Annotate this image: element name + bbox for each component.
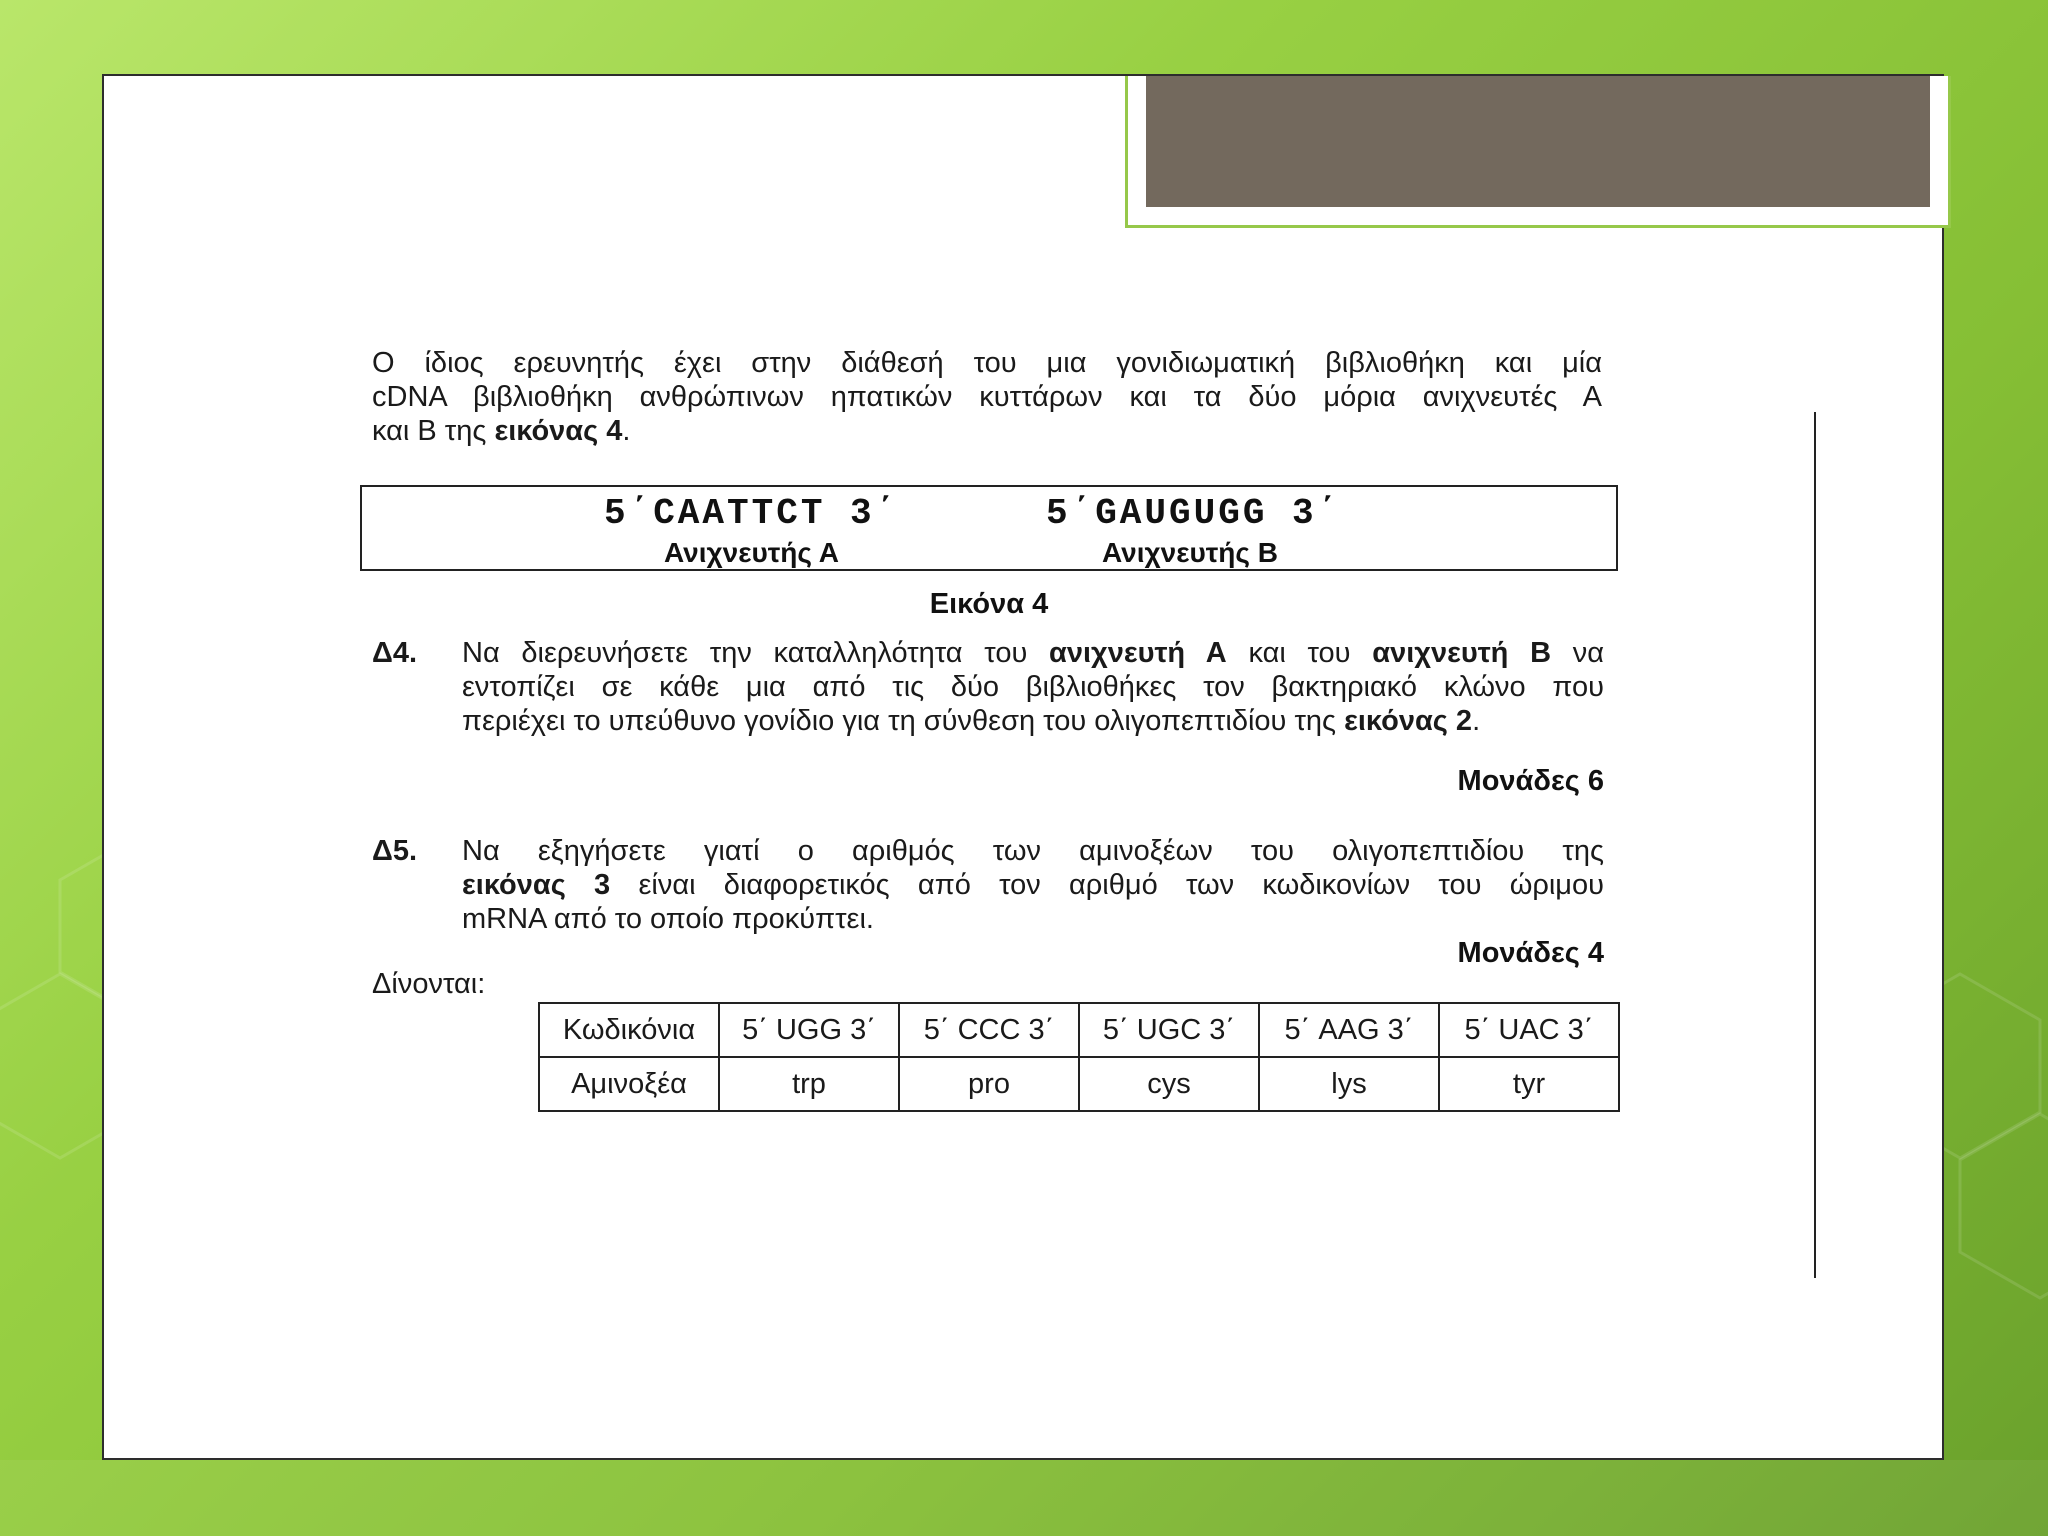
table-cell-codon: 5΄ AAG 3΄: [1259, 1003, 1439, 1057]
right-margin-line: [1814, 412, 1816, 1278]
question-d5: [372, 834, 1604, 974]
table-cell-codon: 5΄ UGC 3΄: [1079, 1003, 1259, 1057]
table-cell-amino-acid: pro: [899, 1057, 1079, 1111]
table-row-codons: [539, 1003, 1619, 1057]
question-d4-line-1: [462, 636, 1604, 670]
text: περιέχει το υπεύθυνο γονίδιο για τη σύνθεση του ολιγοπεπτιδίου της: [462, 705, 1345, 737]
question-d5-line-3: mRNA από το οποίο προκύπτει.: [462, 903, 874, 935]
figure-ref: εικόνας 4: [494, 415, 623, 447]
question-d4-line-2: εντοπίζει σε κάθε μια από τις δύο βιβλιοθήκες τον βακτηριακό κλώνο που: [462, 671, 1604, 703]
probe-b-sequence: 5΄GAUGUGG 3΄: [1046, 493, 1342, 534]
intro-period: .: [622, 415, 631, 447]
question-d4: [372, 636, 1604, 806]
probes-box: [360, 485, 1618, 571]
table-cell-codon: 5΄ CCC 3΄: [899, 1003, 1079, 1057]
table-cell-amino-acid: trp: [719, 1057, 899, 1111]
table-header-codons: Κωδικόνια: [539, 1003, 719, 1057]
question-d4-label: Δ4.: [372, 637, 418, 669]
intro-text: και Β της: [372, 415, 495, 447]
given-label: Δίνονται:: [372, 968, 486, 1000]
text: .: [1472, 705, 1481, 737]
text: και του: [1226, 637, 1373, 669]
intro-paragraph: [372, 346, 1602, 448]
question-d5-label: Δ5.: [372, 835, 418, 867]
question-d5-body: [462, 834, 1604, 936]
intro-line-3: [372, 414, 1602, 448]
table-cell-codon: 5΄ UAC 3΄: [1439, 1003, 1619, 1057]
figure-ref: εικόνας 3: [462, 869, 611, 901]
intro-line-1: Ο ίδιος ερευνητής έχει στην διάθεσή του μια γονιδιωματική βιβλιοθήκη και μία: [372, 347, 1602, 379]
codon-table: [538, 1002, 1620, 1112]
figure-ref: εικόνας 2: [1344, 705, 1473, 737]
probe-b-name: Ανιχνευτής Β: [1102, 537, 1278, 568]
probe-a-sequence: 5΄CAATTCT 3΄: [604, 493, 900, 534]
table-cell-codon: 5΄ UGG 3΄: [719, 1003, 899, 1057]
table-cell-amino-acid: cys: [1079, 1057, 1259, 1111]
table-cell-amino-acid: lys: [1259, 1057, 1439, 1111]
title-bar: [1146, 76, 1930, 207]
table-cell-amino-acid: tyr: [1439, 1057, 1619, 1111]
probe-a-name: Ανιχνευτής Α: [664, 537, 839, 568]
intro-line-2: cDNA βιβλιοθήκη ανθρώπινων ηπατικών κυττάρων και τα δύο μόρια ανιχνευτές Α: [372, 381, 1602, 413]
table-row-amino-acids: [539, 1057, 1619, 1111]
probe-b-ref: ανιχνευτή Β: [1372, 637, 1552, 669]
question-d4-body: [462, 636, 1604, 738]
table-header-amino-acids: Αμινοξέα: [539, 1057, 719, 1111]
probe-a-ref: ανιχνευτή Α: [1049, 637, 1227, 669]
question-d5-line-2: [462, 868, 1604, 902]
text: να: [1551, 637, 1605, 669]
question-d5-units: Μονάδες 4: [1457, 937, 1604, 969]
question-d5-line-1: Να εξηγήσετε γιατί ο αριθμός των αμινοξέων του ολιγοπεπτιδίου της: [462, 835, 1604, 867]
figure-caption: Εικόνα 4: [929, 588, 1049, 620]
question-d4-units: Μονάδες 6: [1457, 765, 1604, 797]
question-d4-line-3: [462, 704, 1604, 738]
title-placeholder: [1125, 76, 1951, 228]
text: Να διερευνήσετε την καταλληλότητα του: [462, 637, 1050, 669]
text: είναι διαφορετικός από τον αριθμό των κωδικονίων του ώριμου: [610, 869, 1605, 901]
